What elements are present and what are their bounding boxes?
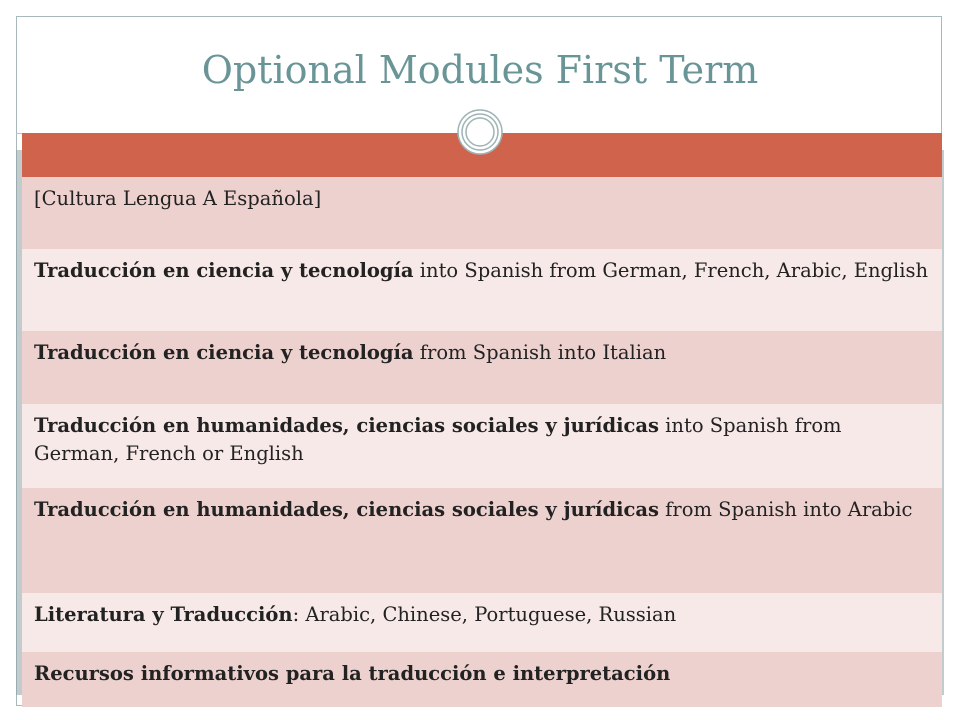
modules-table [22,133,942,707]
module-name: Literatura y Traducción [34,603,293,626]
module-detail: into Spanish from German, French or English [34,414,842,465]
slide-title: Optional Modules First Term [201,48,759,92]
module-detail: : Arabic, Chinese, Portuguese, Russian [292,603,677,626]
module-detail: from Spanish into Italian [413,341,667,364]
table-row [22,249,942,331]
module-name: Traducción en humanidades, ciencias sociales y jurídicas [34,498,659,521]
module-name: Recursos informativos para la traducción e interpretación [34,662,671,685]
table-row [22,593,942,652]
module-detail: into Spanish from German, French, Arabic, English [413,259,929,282]
table-row [22,177,942,249]
table-row [22,488,942,593]
module-name: Traducción en humanidades, ciencias sociales y jurídicas [34,414,659,437]
table-row [22,404,942,488]
module-name: Traducción en ciencia y tecnología [34,259,414,282]
module-detail: from Spanish into Arabic [658,498,913,521]
table-row [22,652,942,707]
circle-ornament-icon [456,108,504,156]
table-row [22,331,942,404]
module-detail: [Cultura Lengua A Española] [34,187,322,210]
module-name: Traducción en ciencia y tecnología [34,341,414,364]
